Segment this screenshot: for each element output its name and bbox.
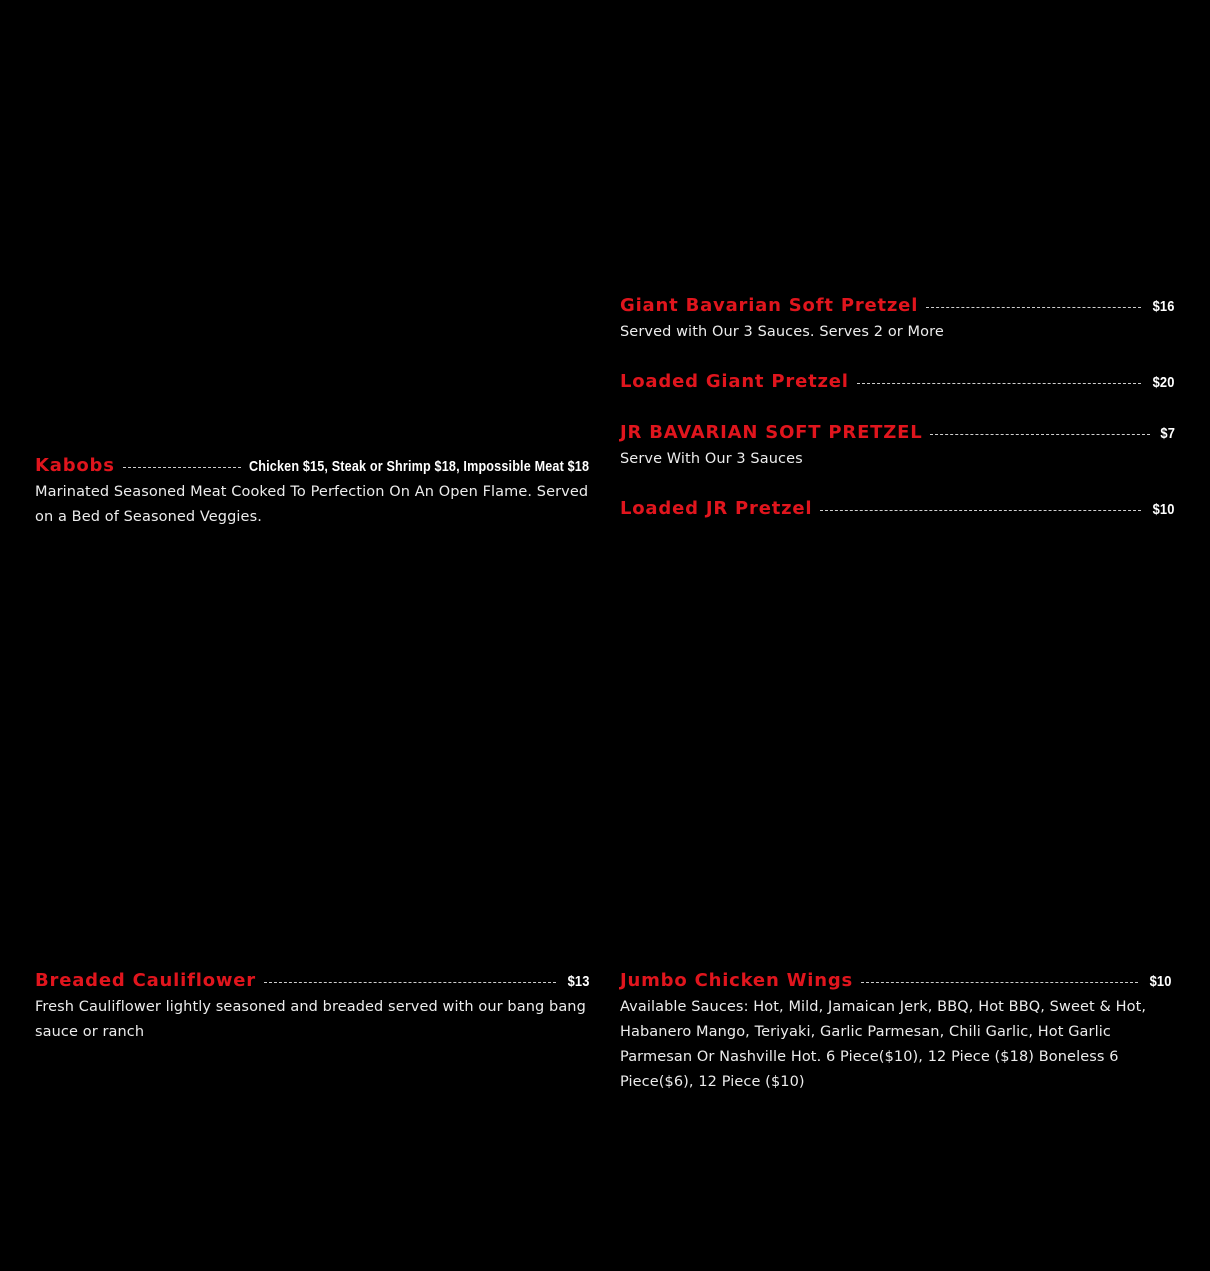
leader-dots — [820, 510, 1141, 511]
item-description: Served with Our 3 Sauces. Serves 2 or More — [620, 324, 944, 340]
item-header — [620, 371, 1175, 392]
item-name: Breaded Cauliflower — [35, 970, 256, 991]
item-header — [620, 498, 1175, 519]
leader-dots — [857, 383, 1142, 384]
item-name: Loaded Giant Pretzel — [620, 371, 849, 392]
item-price: $10 — [1152, 501, 1175, 518]
menu-item-giant-bavarian-soft-pretzel — [620, 295, 1175, 345]
leader-dots — [123, 467, 241, 468]
item-header — [620, 422, 1175, 443]
item-header — [620, 295, 1175, 316]
leader-dots — [264, 982, 556, 983]
item-description: Available Sauces: Hot, Mild, Jamaican Jerk, BBQ, Hot BBQ, Sweet & Hot, Habanero Mango, Teriyaki, Garlic Parmesan, Chili Garlic, Hot Garlic Parmesan Or Nashville Hot. 6 Piece($10), 12 Piece ($18) Boneless 6 Piece($6), 12 Piece ($10) — [620, 999, 1147, 1090]
item-description: Fresh Cauliflower lightly seasoned and breaded served with our bang bang sauce or ranch — [35, 999, 586, 1040]
item-header — [620, 970, 1172, 991]
menu-item-loaded-giant-pretzel — [620, 371, 1175, 392]
item-description: Serve With Our 3 Sauces — [620, 451, 803, 467]
menu-item-kabobs — [35, 455, 590, 530]
leader-dots — [930, 434, 1149, 435]
item-price: $7 — [1160, 425, 1175, 442]
item-description: Marinated Seasoned Meat Cooked To Perfection On An Open Flame. Served on a Bed of Seasoned Veggies. — [35, 484, 589, 525]
item-name: Kabobs — [35, 455, 115, 476]
item-name: Giant Bavarian Soft Pretzel — [620, 295, 919, 316]
item-price: $20 — [1152, 374, 1175, 391]
item-name: Loaded JR Pretzel — [620, 498, 813, 519]
item-header — [35, 970, 590, 991]
item-name: JR BAVARIAN SOFT PRETZEL — [620, 422, 923, 443]
menu-item-jr-bavarian-soft-pretzel — [620, 422, 1175, 472]
item-price: $16 — [1152, 298, 1175, 315]
menu-item-loaded-jr-pretzel — [620, 498, 1175, 519]
item-price: Chicken $15, Steak or Shrimp $18, Impossible Meat $18 — [249, 458, 590, 475]
menu-item-jumbo-chicken-wings — [620, 970, 1172, 1095]
item-price: $13 — [567, 973, 590, 990]
item-name: Jumbo Chicken Wings — [620, 970, 854, 991]
leader-dots — [861, 982, 1138, 983]
item-price: $10 — [1149, 973, 1172, 990]
menu-item-breaded-cauliflower — [35, 970, 590, 1045]
item-header — [35, 455, 590, 476]
leader-dots — [926, 307, 1141, 308]
